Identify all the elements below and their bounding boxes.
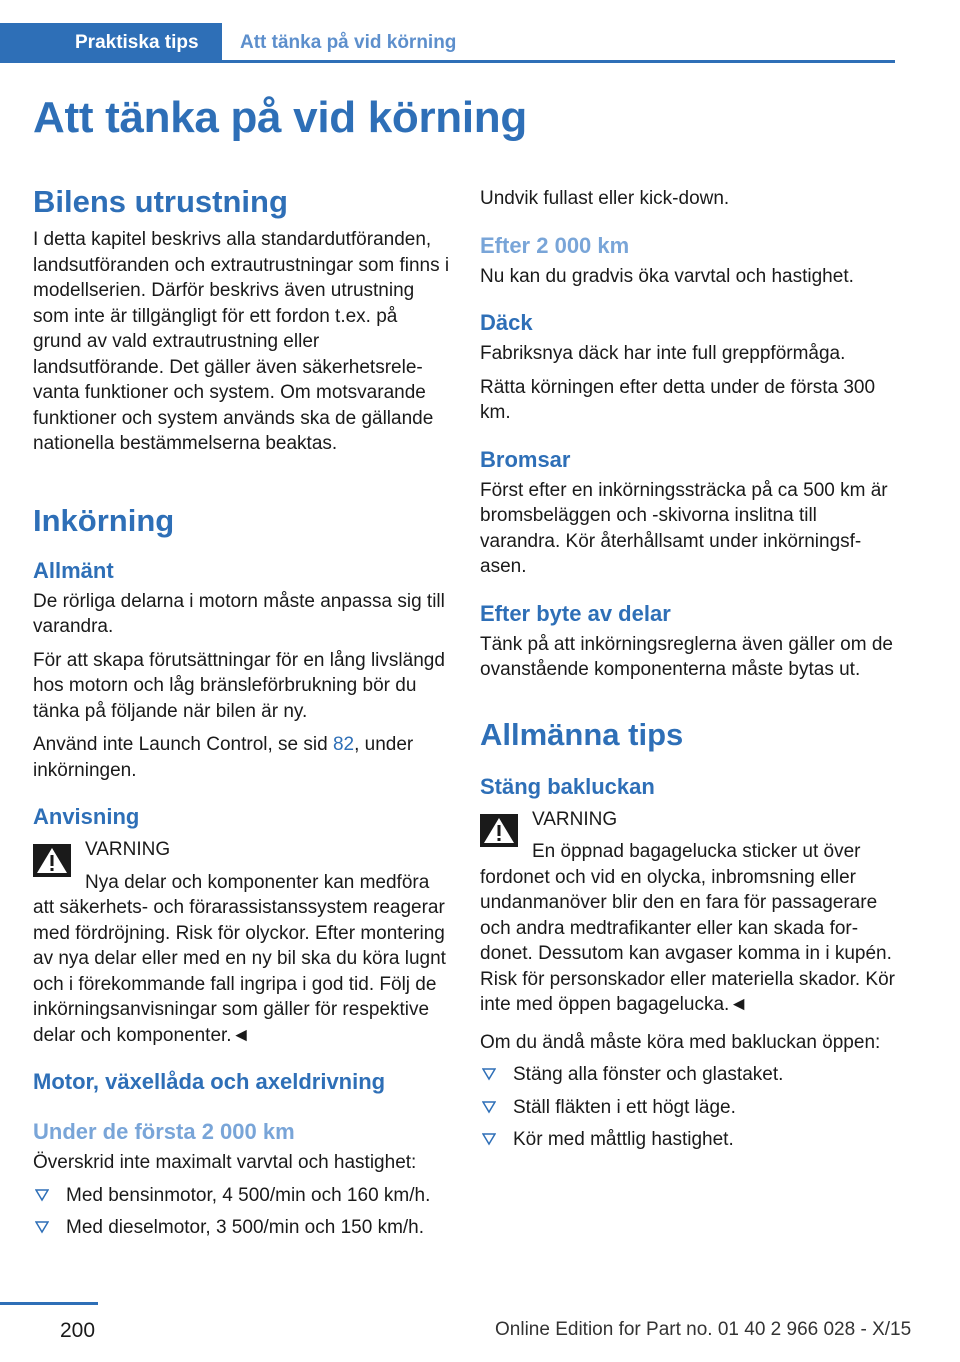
heading-equipment: Bilens utrustning xyxy=(33,184,288,219)
right-column xyxy=(480,180,898,1153)
list-item: Med dieselmotor, 3 500/min och 150 km/h. xyxy=(33,1215,451,1241)
general-p3-text: Använd inte Launch Control, se sid xyxy=(33,734,333,755)
triangle-bullet-icon xyxy=(35,1188,49,1202)
warning-block xyxy=(480,807,898,1018)
heading-tailgate: Stäng bakluckan xyxy=(480,773,655,799)
triangle-bullet-icon xyxy=(482,1132,496,1146)
heading-engine: Motor, växellåda och axeldrivning xyxy=(33,1069,386,1094)
edition-text: Online Edition for Part no. 01 40 2 966 028 - X/15 xyxy=(495,1319,912,1340)
list-item: Stäng alla fönster och glastaket. xyxy=(480,1062,898,1088)
left-column xyxy=(33,180,451,1241)
list-item: Ställ fläkten i ett högt läge. xyxy=(480,1095,898,1121)
heading-first-2000: Under de första 2 000 km xyxy=(33,1119,295,1144)
heading-note: Anvisning xyxy=(33,804,140,829)
equipment-text: I detta kapitel beskrivs alla standardutföranden, landsutföranden och extrautrustningar som finns i modellserien. Därför beskrivs även utrustning som inte är tillgängligt för ett fordon t.ex. på grund av vald extrautrustning eller landsutförande. Det gäller även säkerhetsrelevanta funktioner och system. Om motsvarande funktioner och system används ska de gällande nationella bestämmelserna beaktas. xyxy=(33,229,450,454)
heading-general: Allmänt xyxy=(33,557,114,583)
footer-rule xyxy=(0,1302,98,1305)
brakes-text: Först efter en inkörningssträcka på ca 500 km är bromsbeläggen och -skivorna inslitna till varandra. Kör återhållsamt under inkörningsfasen. xyxy=(480,479,888,577)
list-item: Kör med måttlig hastighet. xyxy=(480,1127,898,1153)
general-p2: För att skapa förutsättningar för en lång livslängd hos motorn och låg bränsleförbrukning bör du tänka på följande när bilen är ny. xyxy=(33,649,445,722)
chapter-header xyxy=(0,23,895,63)
first-2000-list xyxy=(33,1183,451,1241)
warning-triangle-icon xyxy=(33,844,71,877)
heading-parts: Efter byte av delar xyxy=(480,600,671,626)
open-list xyxy=(480,1062,898,1153)
page-number: 200 xyxy=(60,1319,96,1342)
warning-label: VARNING xyxy=(532,808,618,830)
first-2000-text: Överskrid inte maximalt varvtal och hastighet: xyxy=(33,1152,417,1173)
tab-section[interactable]: Att tänka på vid körning xyxy=(240,32,457,53)
open-text: Om du ändå måste köra med bakluckan öppen: xyxy=(480,1031,881,1053)
after-2000-text: Nu kan du gradvis öka varvtal och hastighet. xyxy=(480,265,854,287)
parts-text: Tänk på att inkörningsreglerna även gäller om de ovanstående komponenterna måste bytas ut. xyxy=(480,633,893,680)
general-p3 xyxy=(33,732,451,783)
triangle-bullet-icon xyxy=(35,1220,49,1234)
triangle-bullet-icon xyxy=(482,1100,496,1114)
tyres-p1: Fabriksnya däck har inte full greppförmåga. xyxy=(480,343,846,364)
page-link[interactable]: 82 xyxy=(332,734,355,755)
heading-tyres: Däck xyxy=(480,310,533,335)
warning-text: Nya delar och komponenter kan medföra att säkerhets- och förarassistanssystem reagerar med fördröjning. Risk för olyckor. Efter montering av nya delar eller med en ny bil ska du köra lugnt och i förekommande fall ingripa i god tid. Följ de inkörningsanvisningar som gäller för respektive delar och komponenter.◄ xyxy=(33,871,446,1046)
heading-tips: Allmänna tips xyxy=(480,716,684,752)
warning-block xyxy=(33,837,451,1048)
tab-chapter[interactable]: Praktiska tips xyxy=(0,23,222,63)
warning-triangle-icon xyxy=(480,814,518,847)
heading-brakes: Bromsar xyxy=(480,446,571,472)
warning-text: En öppnad bagagelucka sticker ut över fordonet och vid en olycka, inbromsning eller undanmanöver blir den en fara för passagerare och andra medtrafikanter eller kan skada fordonet. Dessutom kan avgaser komma in i kupén. Risk för personskador eller materiella skador. Kör inte med öppen bagagelucka.◄ xyxy=(480,841,896,1015)
triangle-bullet-icon xyxy=(482,1067,496,1081)
heading-breakin: Inkörning xyxy=(33,502,175,538)
heading-after-2000: Efter 2 000 km xyxy=(480,232,630,258)
general-p1: De rörliga delarna i motorn måste anpassa sig till varandra. xyxy=(33,590,445,637)
avoid-text: Undvik fullast eller kick-down. xyxy=(480,188,730,209)
tyres-p2: Rätta körningen efter detta under de första 300 km. xyxy=(480,376,876,423)
page-title: Att tänka på vid körning xyxy=(33,93,527,142)
list-item: Med bensinmotor, 4 500/min och 160 km/h. xyxy=(33,1183,451,1209)
header-rule xyxy=(0,60,895,63)
general-p3-text-end: , under inkörningen. xyxy=(33,734,414,781)
warning-label: VARNING xyxy=(85,839,171,860)
